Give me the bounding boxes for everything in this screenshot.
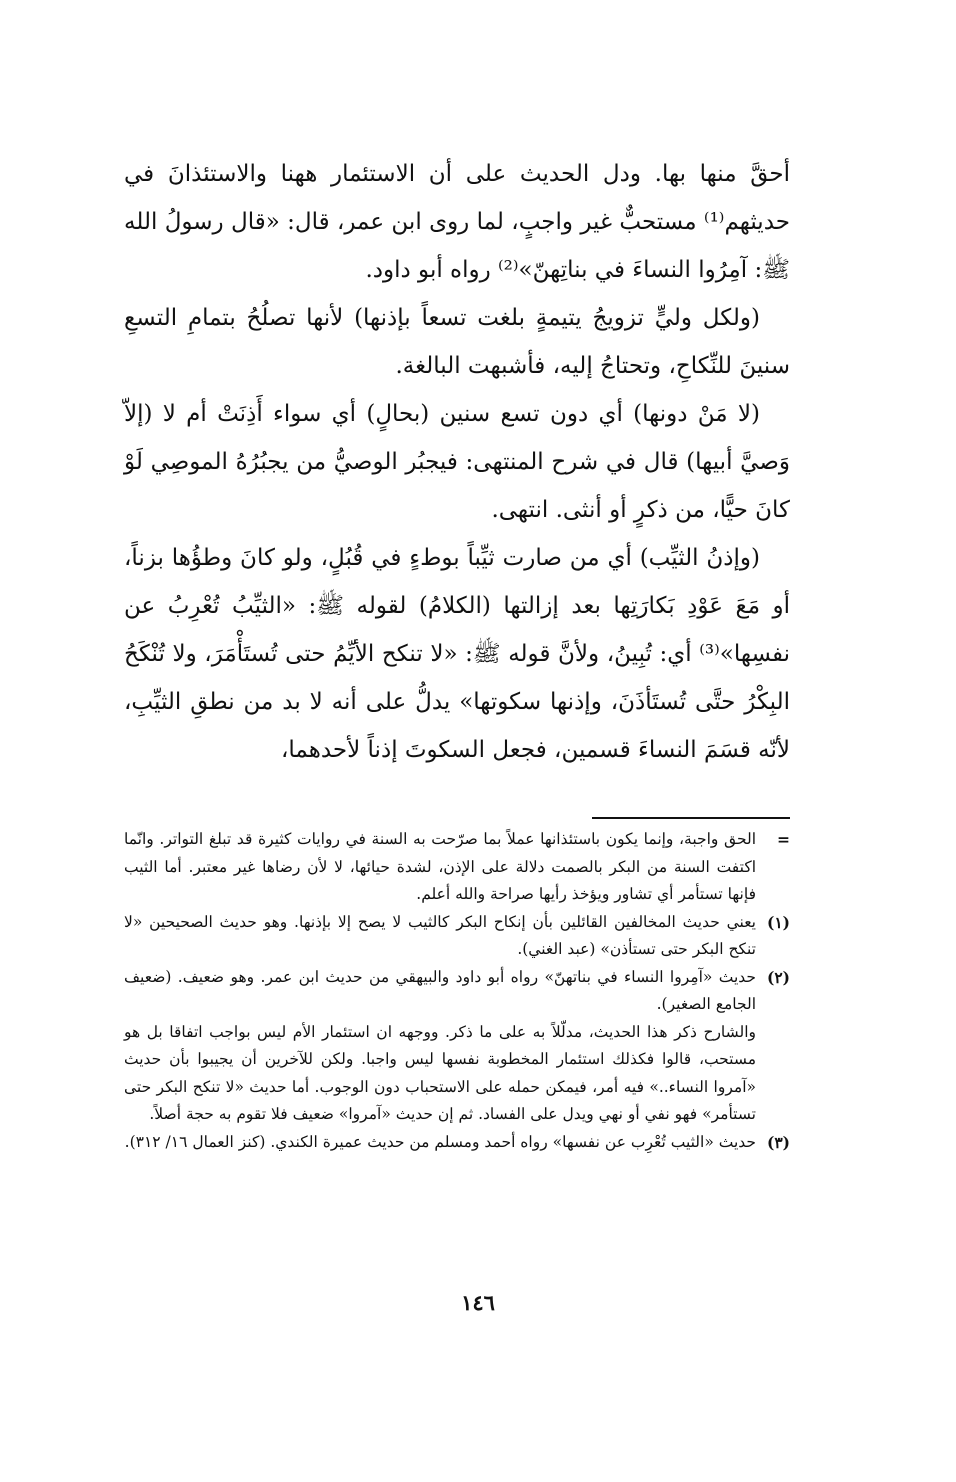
footnote-marker: = <box>777 830 790 849</box>
footnote-2 <box>124 964 790 1129</box>
footnote-text: حديث «الثيب تُعْرِب عن نفسها» رواه أحمد ومسلم من حديث عميرة الكندي. (كنز العمال ١٦/ ٣١٢). <box>124 1132 756 1151</box>
footnote-number: (٣) <box>766 1132 790 1152</box>
body-paragraph: (ولكل وليٍّ تزويجُ يتيمةٍ بلغت تسعاً بإذنها) لأنها تصلُحُ بتمامِ التسعِ سنينَ للنِّكاحِ، وتحتاجُ إليه، فأشبهت البالغة. <box>124 305 790 379</box>
footnote-number: (١) <box>766 912 790 932</box>
footnote-text: حديث «آمِروا النساء في بناتهنّ» رواه أبو داود والبيهقي من حديث ابن عمر. وهو ضعيف. (ضعيف الجامع الصغير). <box>124 967 756 1013</box>
footnote-text: يعني حديث المخالفين القائلين بأن إنكاح البكر كالثيب لا يصح إلا بإذنها. وهو حديث الصحيحين «لا تنكح البكر حتى تستأذن» (عبد الغني). <box>124 912 756 958</box>
body-paragraph: (لا مَنْ دونها) أي دون تسع سنين (بحالٍ) أي سواء أَذِنَتْ أم لا (إلاّ وَصيَّ أبيها) قال في شرح المنتهى: فيجبُر الوصيُّ من يجبُرُهُ الموصِي لَوْ كانَ حيًّا، من ذكرٍ أو أنثى. انتهى. <box>124 401 790 523</box>
body-paragraph: (وإذنُ الثيِّب) أي من صارت ثيِّباً بوطءٍ في قُبُلٍ، ولو كانَ وطؤُها بزناً، أو مَعَ عَوْدِ بَكارَتِها بعد إزالتها (الكلامُ) لقوله ﷺ: «الثيِّبُ تُعْرِبُ عن نفسِها»⁽³⁾ أي: تُبِينُ، ولأنَّ قوله ﷺ: «لا تنكح الأيِّمُ حتى تُستَأْمَرَ، ولا تُنْكَحُ البِكْرُ حتَّى تُستَأذَنَ، وإذنها سكوتها» يدلُّ على أنه لا بد من نطقِ الثيِّبِ، لأنّه قسَمَ النساءَ قسمين، فجعل السكوتَ إذناً لأحدهما، <box>124 545 790 763</box>
footnote-text: الحق واجبة، وإنما يكون باستئذانها عملاً بما صرّحت به السنة في روايات كثيرة قد تبلغ التواتر. وانّما اكتفت السنة من البكر بالصمت دلالة على الإذن، لشدة حيائها، لا لأن رضاها غير معتبر. أما الثيب فإنها تستأمر أي تشاور ويؤخذ رأيها صراحة والله أعلم. <box>124 830 756 903</box>
footnote-divider <box>592 817 790 819</box>
footnote-continued <box>124 826 790 909</box>
footnotes <box>124 826 790 1156</box>
body-paragraph: أحقَّ منها بها. ودل الحديث على أن الاستئمار ههنا والاستئذانَ في حديثهم⁽¹⁾ مستحبٌّ غير واجبٍ، لما روى ابن عمر، قال: «قال رسولُ الله ﷺ: آمِرُوا النساءَ في بناتِهنّ»⁽²⁾ رواه أبو داود. <box>124 161 790 283</box>
footnote-3 <box>124 1129 790 1157</box>
footnote-number: (٢) <box>766 967 790 987</box>
footnote-text: والشارح ذكر هذا الحديث، مدلّلاً به على ما ذكر. ووجهه ان استئمار الأم ليس بواجب اتفاقا بل هو مستحب، قالوا فكذلك استئمار المخطوبة نفسها ليس واجبا. ولكن للآخرين أن يجيبوا بأن حديث «آمروا النساء..» فيه أمر، فيمكن حمله على الاستحباب دون الوجوب. أما حديث «لا تنكح البكر حتى تستأمر» فهو نفي أو نهي ويدل على الفساد. ثم إن حديث «آمروا» ضعيف فلا تقوم به حجة أصلاً. <box>124 1022 756 1123</box>
footnote-1 <box>124 909 790 964</box>
main-text <box>124 150 790 774</box>
page-number: ١٤٦ <box>461 1290 495 1315</box>
